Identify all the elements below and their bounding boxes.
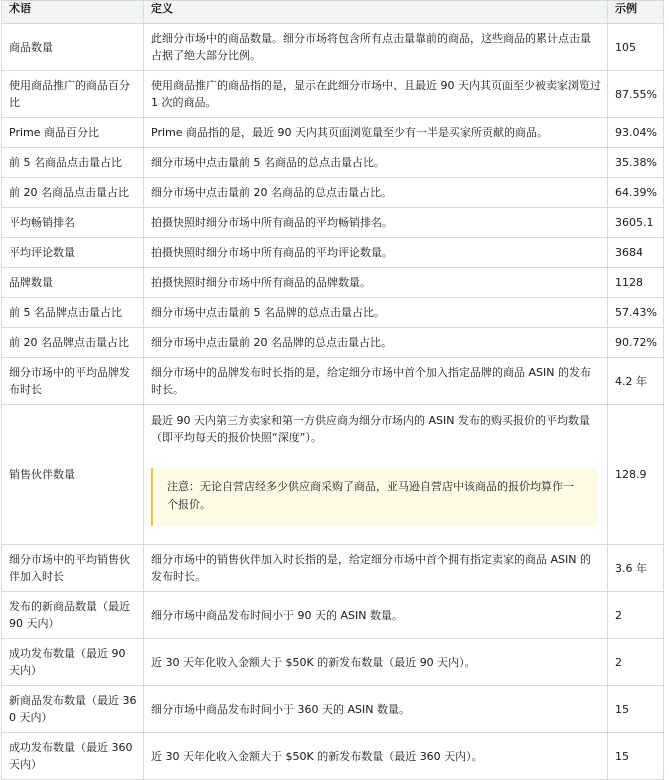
term-cell: 发布的新商品数量（最近 90 天内） <box>2 592 144 639</box>
definition-cell: 细分市场中商品发布时间小于 90 天的 ASIN 数量。 <box>144 592 608 639</box>
example-cell: 2 <box>608 592 664 639</box>
metrics-definition-table <box>1 0 664 780</box>
example-cell: 2 <box>608 639 664 686</box>
definition-cell <box>144 405 608 545</box>
example-cell: 4.2 年 <box>608 358 664 405</box>
example-cell: 64.39% <box>608 178 664 208</box>
example-cell: 93.04% <box>608 118 664 148</box>
term-cell: 平均畅销排名 <box>2 208 144 238</box>
term-cell: 新商品发布数量（最近 360 天内） <box>2 686 144 733</box>
table-row <box>2 592 664 639</box>
definition-cell: 拍摄快照时细分市场中所有商品的平均评论数量。 <box>144 238 608 268</box>
table-row <box>2 686 664 733</box>
definition-cell: 近 30 天年化收入金额大于 $50K 的新发布数量（最近 90 天内）。 <box>144 639 608 686</box>
table-row <box>2 268 664 298</box>
term-cell: 前 20 名商品点击量占比 <box>2 178 144 208</box>
term-cell: Prime 商品百分比 <box>2 118 144 148</box>
table-row <box>2 148 664 178</box>
definition-cell: 细分市场中点击量前 20 名商品的总点击量占比。 <box>144 178 608 208</box>
example-cell: 1128 <box>608 268 664 298</box>
example-cell: 15 <box>608 686 664 733</box>
definition-cell: 使用商品推广的商品指的是，显示在此细分市场中、且最近 90 天内其页面至少被卖家浏览过 1 次的商品。 <box>144 71 608 118</box>
definition-cell: 细分市场中点击量前 20 名品牌的总点击量占比。 <box>144 328 608 358</box>
definition-cell: 细分市场中商品发布时间小于 360 天的 ASIN 数量。 <box>144 686 608 733</box>
table-row <box>2 298 664 328</box>
term-cell: 成功发布数量（最近 90 天内） <box>2 639 144 686</box>
example-cell: 15 <box>608 733 664 780</box>
example-column-header: 示例 <box>608 1 664 24</box>
term-column-header: 术语 <box>2 1 144 24</box>
definition-cell: 拍摄快照时细分市场中所有商品的品牌数量。 <box>144 268 608 298</box>
table-header-row <box>2 1 664 24</box>
example-cell: 87.55% <box>608 71 664 118</box>
definition-cell: 细分市场中点击量前 5 名商品的总点击量占比。 <box>144 148 608 178</box>
table-row <box>2 405 664 545</box>
table-row <box>2 328 664 358</box>
definition-column-header: 定义 <box>144 1 608 24</box>
term-cell: 商品数量 <box>2 24 144 71</box>
table-row <box>2 238 664 268</box>
term-cell: 成功发布数量（最近 360 天内） <box>2 733 144 780</box>
example-cell: 3605.1 <box>608 208 664 238</box>
term-cell: 前 20 名品牌点击量占比 <box>2 328 144 358</box>
term-cell: 前 5 名商品点击量占比 <box>2 148 144 178</box>
term-cell: 细分市场中的平均品牌发布时长 <box>2 358 144 405</box>
definition-text: 最近 90 天内第三方卖家和第一方供应商为细分市场内的 ASIN 发布的购买报价的平均数量（即平均每天的报价快照“深度”）。 <box>151 414 590 444</box>
definition-cell: 近 30 天年化收入金额大于 $50K 的新发布数量（最近 360 天内）。 <box>144 733 608 780</box>
term-cell: 品牌数量 <box>2 268 144 298</box>
example-cell: 105 <box>608 24 664 71</box>
term-cell: 细分市场中的平均销售伙伴加入时长 <box>2 545 144 592</box>
table-row <box>2 24 664 71</box>
example-cell: 128.9 <box>608 405 664 545</box>
definition-cell: 细分市场中点击量前 5 名品牌的总点击量占比。 <box>144 298 608 328</box>
example-cell: 3684 <box>608 238 664 268</box>
table-row <box>2 71 664 118</box>
definition-cell: 细分市场中的销售伙伴加入时长指的是，给定细分市场中首个拥有指定卖家的商品 ASIN 的发布时长。 <box>144 545 608 592</box>
term-cell: 使用商品推广的商品百分比 <box>2 71 144 118</box>
table-row <box>2 208 664 238</box>
note-callout: 注意：无论自营店经多少供应商采购了商品，亚马逊自营店中该商品的报价均算作一个报价。 <box>151 468 597 526</box>
example-cell: 57.43% <box>608 298 664 328</box>
term-cell: 前 5 名品牌点击量占比 <box>2 298 144 328</box>
table-row <box>2 118 664 148</box>
definition-cell: 细分市场中的品牌发布时长指的是，给定细分市场中首个加入指定品牌的商品 ASIN 的发布时长。 <box>144 358 608 405</box>
term-cell: 销售伙伴数量 <box>2 405 144 545</box>
table-row <box>2 639 664 686</box>
definition-cell: 拍摄快照时细分市场中所有商品的平均畅销排名。 <box>144 208 608 238</box>
definition-cell: Prime 商品指的是，最近 90 天内其页面浏览量至少有一半是买家所贡献的商品。 <box>144 118 608 148</box>
example-cell: 90.72% <box>608 328 664 358</box>
table-row <box>2 178 664 208</box>
term-cell: 平均评论数量 <box>2 238 144 268</box>
definition-cell: 此细分市场中的商品数量。细分市场将包含所有点击量靠前的商品，这些商品的累计点击量占据了绝大部分比例。 <box>144 24 608 71</box>
table-row <box>2 358 664 405</box>
table-row <box>2 733 664 780</box>
example-cell: 35.38% <box>608 148 664 178</box>
table-row <box>2 545 664 592</box>
example-cell: 3.6 年 <box>608 545 664 592</box>
